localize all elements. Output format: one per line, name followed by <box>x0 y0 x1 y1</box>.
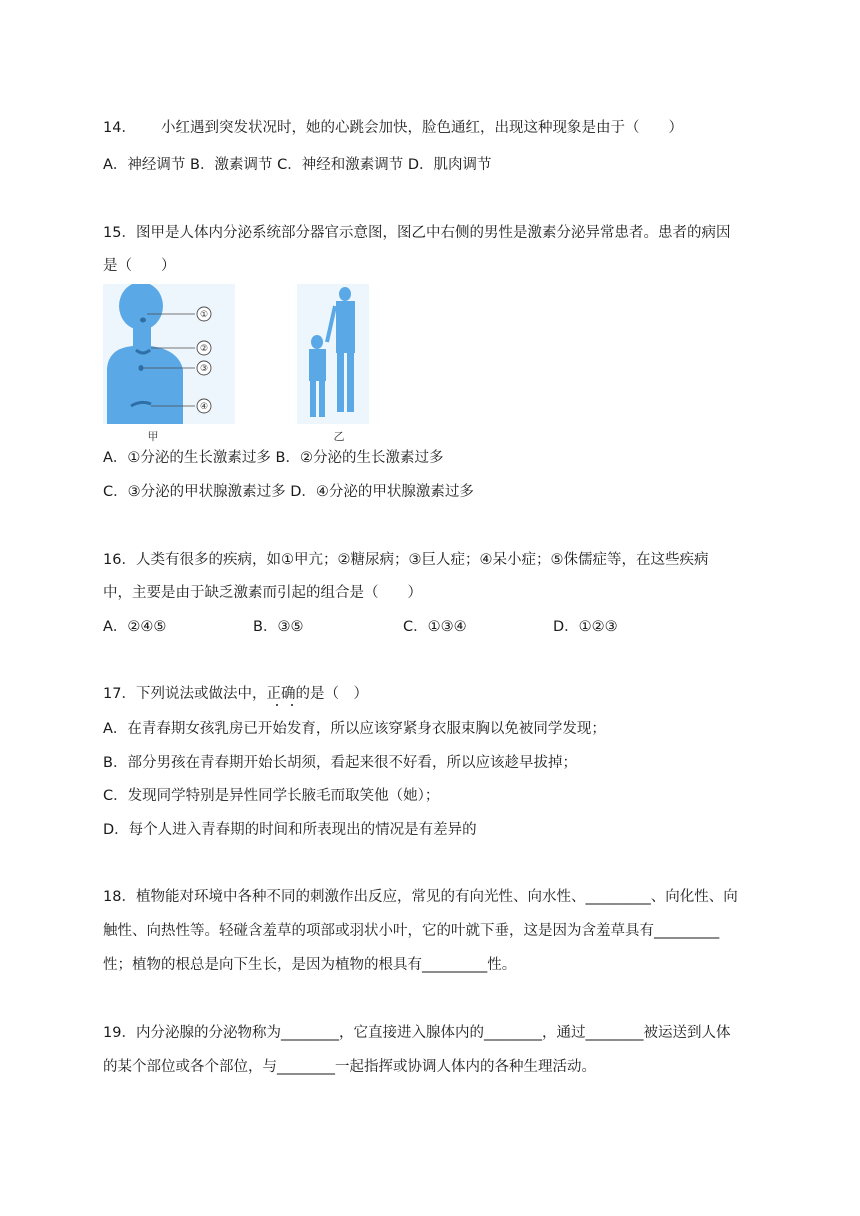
q14-stem: 小红遇到突发状况时，她的心跳会加快，脸色通红，出现这种现象是由于（ ） <box>161 120 683 136</box>
q17-stem: 17．下列说法或做法中，正确的是（ ） <box>103 686 368 702</box>
marker-3: ③ <box>199 364 209 374</box>
q18-line3: 性；植物的根总是向下生长，是因为植物的根具有_________性。 <box>103 957 517 973</box>
q15-options-cd: C．③分泌的甲状腺激素过多 D．④分泌的甲状腺激素过多 <box>103 484 474 500</box>
emphasis-dot <box>276 704 278 706</box>
q14-number: 14． <box>103 120 136 136</box>
q16-stem-line2: 中，主要是由于缺乏激素而引起的组合是（ ） <box>103 585 422 601</box>
pituitary-mark <box>140 318 146 323</box>
q17-option-a: A．在青春期女孩乳房已开始发育，所以应该穿紧身衣服束胸以免被同学发现； <box>103 721 606 737</box>
marker-1: ① <box>199 310 209 320</box>
q15-stem-line1: 15．图甲是人体内分泌系统部分器官示意图，图乙中右侧的男性是激素分泌异常患者。患者的病因 <box>103 225 731 241</box>
marker-2: ② <box>199 344 209 354</box>
q14-options: A．神经调节 B．激素调节 C．神经和激素调节 D．肌肉调节 <box>103 157 492 173</box>
thymus-mark <box>139 365 144 371</box>
q16-option-d: D．①②③ <box>553 619 618 635</box>
q17-option-d: D．每个人进入青春期的时间和所表现出的情况是有差异的 <box>103 822 477 838</box>
figure-a-label: 甲 <box>147 430 159 443</box>
q16-option-c: C．①③④ <box>403 619 467 635</box>
q17-option-b: B．部分男孩在青春期开始长胡须，看起来很不好看，所以应该趁早拔掉； <box>103 755 577 771</box>
q16-stem-line1: 16．人类有很多的疾病，如①甲亢；②糖尿病；③巨人症；④呆小症；⑤侏儒症等，在这些疾病 <box>103 552 709 568</box>
emphasis-dot <box>291 704 293 706</box>
q19-line2: 的某个部位或各个部位，与________一起指挥或协调人体内的各种生理活动。 <box>103 1059 596 1075</box>
figure-b-background <box>297 284 369 424</box>
q15-stem-line2: 是（ ） <box>103 258 176 274</box>
figure-b-label: 乙 <box>333 430 345 443</box>
q16-option-b: B．③⑤ <box>253 619 304 635</box>
q15-options-ab: A．①分泌的生长激素过多 B．②分泌的生长激素过多 <box>103 450 444 466</box>
q16-option-a: A．②④⑤ <box>103 619 167 635</box>
q18-line2: 触性、向热性等。轻碰含羞草的项部或羽状小叶，它的叶就下垂，这是因为含羞草具有_________ <box>103 923 720 939</box>
endocrine-figure <box>103 284 371 444</box>
marker-4: ④ <box>199 402 209 412</box>
q17-option-c: C．发现同学特别是异性同学长腋毛而取笑他（她）； <box>103 788 440 804</box>
q19-line1: 19．内分泌腺的分泌物称为________，它直接进入腺体内的________，通过________被运送到人体 <box>103 1025 731 1041</box>
q18-line1: 18．植物能对环境中各种不同的刺激作出反应，常见的有向光性、向水性、_________、向化性、向 <box>103 889 738 905</box>
